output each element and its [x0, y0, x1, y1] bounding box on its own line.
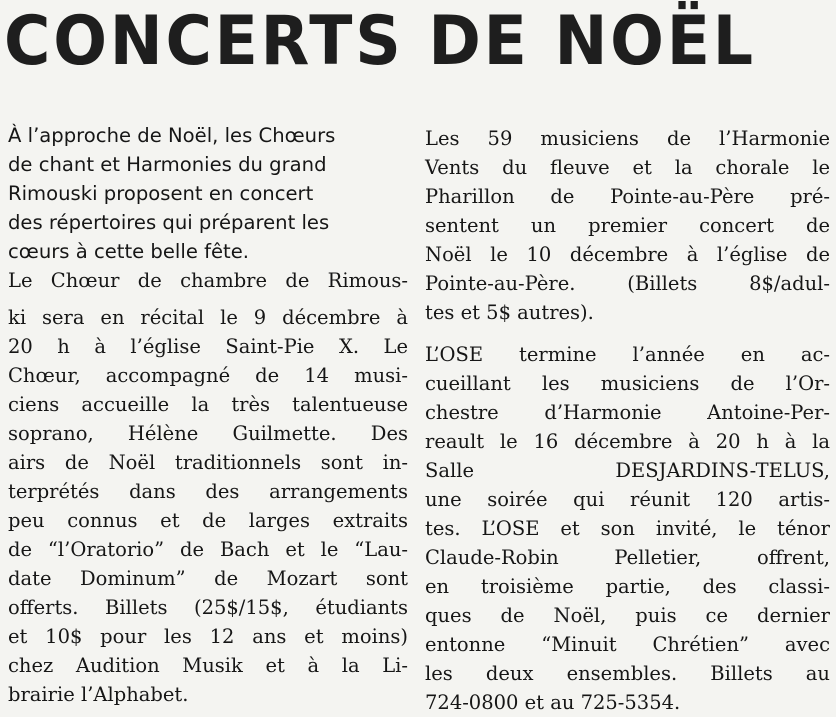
text-line: À l’approche de Noël, les Chœurs [8, 124, 336, 147]
text-line: tes et 5$ autres). [425, 301, 594, 324]
text-line: L’OSE termine l’année en ac- [425, 343, 830, 366]
line-gap [8, 295, 408, 303]
text-line: de “l’Oratorio” de Bach et le “Lau- [8, 538, 408, 561]
text-line: ciens accueille la très talentueuse [8, 393, 408, 416]
text-line: des répertoires qui préparent les [8, 211, 330, 234]
text-line: Claude-Robin Pelletier, offrent, [425, 546, 830, 569]
text-line: soprano, Hélène Guilmette. Des [8, 422, 408, 445]
text-line: 724-0800 et au 725-5354. [425, 691, 681, 714]
paragraph-gap [425, 327, 830, 340]
ose-paragraph [425, 340, 830, 717]
text-line: airs de Noël traditionnels sont in- [8, 451, 408, 474]
text-line: Les 59 musiciens de l’Harmonie [425, 127, 830, 150]
text-line: Chœur, accompagné de 14 musi- [8, 364, 408, 387]
text-line: reault le 16 décembre à 20 h à la [425, 430, 830, 453]
text-line: Pointe-au-Père. (Billets 8$/adul- [425, 272, 830, 295]
text-line: offerts. Billets (25$/15$, étudiants [8, 596, 408, 619]
text-line: ques de Noël, puis ce dernier [425, 604, 830, 627]
text-line: peu connus et de larges extraits [8, 509, 408, 532]
text-line: ki sera en récital le 9 décembre à [8, 306, 408, 329]
text-line: une soirée qui réunit 120 artis- [425, 488, 830, 511]
text-line: cueillant les musiciens de l’Or- [425, 372, 830, 395]
text-line: entonne “Minuit Chrétien” avec [425, 633, 830, 656]
text-line: de chant et Harmonies du grand [8, 153, 327, 176]
text-line: cœurs à cette belle fête. [8, 240, 250, 263]
text-line: Le Chœur de chambre de Rimous- [8, 269, 408, 292]
text-line: date Dominum” de Mozart sont [8, 567, 408, 590]
text-line: chestre d’Harmonie Antoine-Per- [425, 401, 830, 424]
text-line: sentent un premier concert de [425, 214, 830, 237]
text-line: terprétés dans des arrangements [8, 480, 408, 503]
right-column [425, 124, 830, 717]
text-line: tes. L’OSE et son invité, le ténor [425, 517, 830, 540]
headline: CONCERTS DE NOËL [4, 2, 756, 81]
text-line: chez Audition Musik et à la Li- [8, 654, 408, 677]
text-line: Rimouski proposent en concert [8, 182, 314, 205]
text-line: les deux ensembles. Billets au [425, 662, 830, 685]
choeur-paragraph [8, 266, 408, 709]
harmonie-paragraph [425, 124, 830, 327]
text-line: 20 h à l’église Saint-Pie X. Le [8, 335, 408, 358]
text-line: brairie l’Alphabet. [8, 683, 189, 706]
text-line: Salle DESJARDINS-TELUS, [425, 459, 830, 482]
text-line: Vents du fleuve et la chorale le [425, 156, 830, 179]
intro-paragraph [8, 121, 408, 266]
text-line: Pharillon de Pointe-au-Père pré- [425, 185, 830, 208]
text-line: Noël le 10 décembre à l’église de [425, 243, 830, 266]
text-line: et 10$ pour les 12 ans et moins) [8, 625, 408, 648]
text-line: en troisième partie, des classi- [425, 575, 830, 598]
